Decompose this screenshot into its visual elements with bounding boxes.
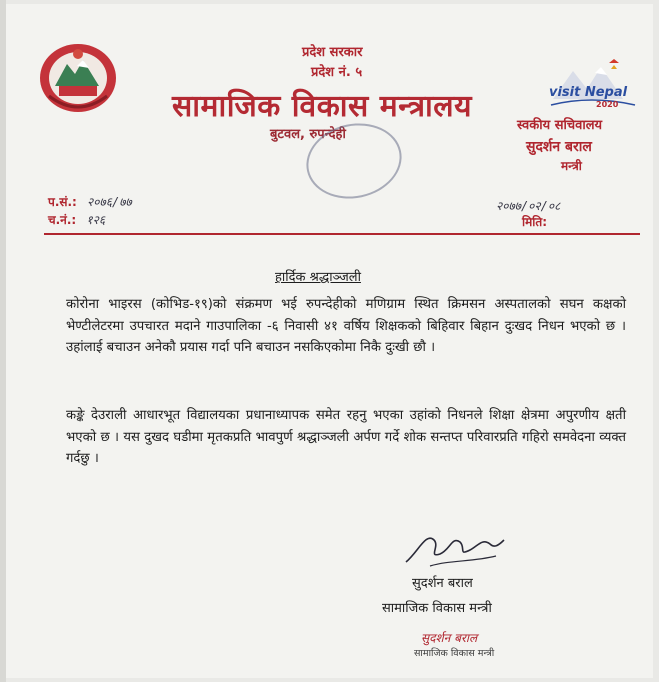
signatory-title: सामाजिक विकास मन्त्री <box>382 601 492 616</box>
dispatch-number-value: १२६ <box>86 213 106 227</box>
dispatch-number-label: च.नं.: <box>48 213 77 227</box>
visit-nepal-year: 2020 <box>596 100 619 109</box>
date-value: २०७७/०२/०८ <box>496 199 561 213</box>
handwritten-signature <box>400 522 508 572</box>
minister-name-header: सुदर्शन बराल <box>526 139 592 155</box>
letter-number-row <box>48 193 132 210</box>
private-secretariat: स्वकीय सचिवालय <box>517 118 603 133</box>
letter-number-value: २०७६/७७ <box>87 195 132 209</box>
letter-title: हार्दिक श्रद्धाञ्जली <box>275 270 361 285</box>
government-emblem-icon <box>37 38 119 114</box>
minister-post-header: मन्त्री <box>561 159 582 173</box>
letter-number-label: प.सं.: <box>48 195 77 209</box>
letterhead-divider <box>44 233 640 235</box>
header-government-line: प्रदेश सरकार <box>302 45 363 60</box>
seal-name: सुदर्शन बराल <box>421 631 478 645</box>
header-province-line: प्रदेश नं. ५ <box>311 65 363 80</box>
ministry-title: सामाजिक विकास मन्त्रालय <box>172 89 473 124</box>
letter-paragraph-1: कोरोना भाइरस (कोभिड-१९)को संक्रमण भई रुपन्देहीको मणिग्राम स्थित क्रिमसन अस्पतालको सघन कक्षको भेण्टीलेटरमा उपचारत मदाने गाउपालिका -६ निवासी ४१ वर्षिय शिक्षकको बिहिवार बिहान दुःखद निधन भएको छ । उहांलाई बचाउन अनेकौ प्रयास गर्दा पनि बचाउन नसकिएकोमा निकै दुःखी छौ । <box>66 297 626 355</box>
letter-paragraph-2: कङ्के देउराली आधारभूत विद्यालयका प्रधानाध्यापक समेत रहनु भएका उहांको निधनले शिक्षा क्षेत्रमा अपुरणीय क्षती भएको छ । यस दुखद घडीमा मृतकप्रति भावपुर्ण श्रद्धाञ्जली अर्पण गर्दे शोक सन्तप्त परिवारप्रति गहिरो समवेदना व्यक्त गर्दछु । <box>66 408 626 466</box>
visit-nepal-wordmark: visit Nepal <box>549 85 628 100</box>
seal-title: सामाजिक विकास मन्त्री <box>414 648 495 659</box>
dispatch-number-row <box>48 211 105 228</box>
signatory-name: सुदर्शन बराल <box>412 576 473 591</box>
ministry-location: बुटवल, रुपन्देही <box>270 127 346 142</box>
date-label: मिति: <box>522 215 548 229</box>
